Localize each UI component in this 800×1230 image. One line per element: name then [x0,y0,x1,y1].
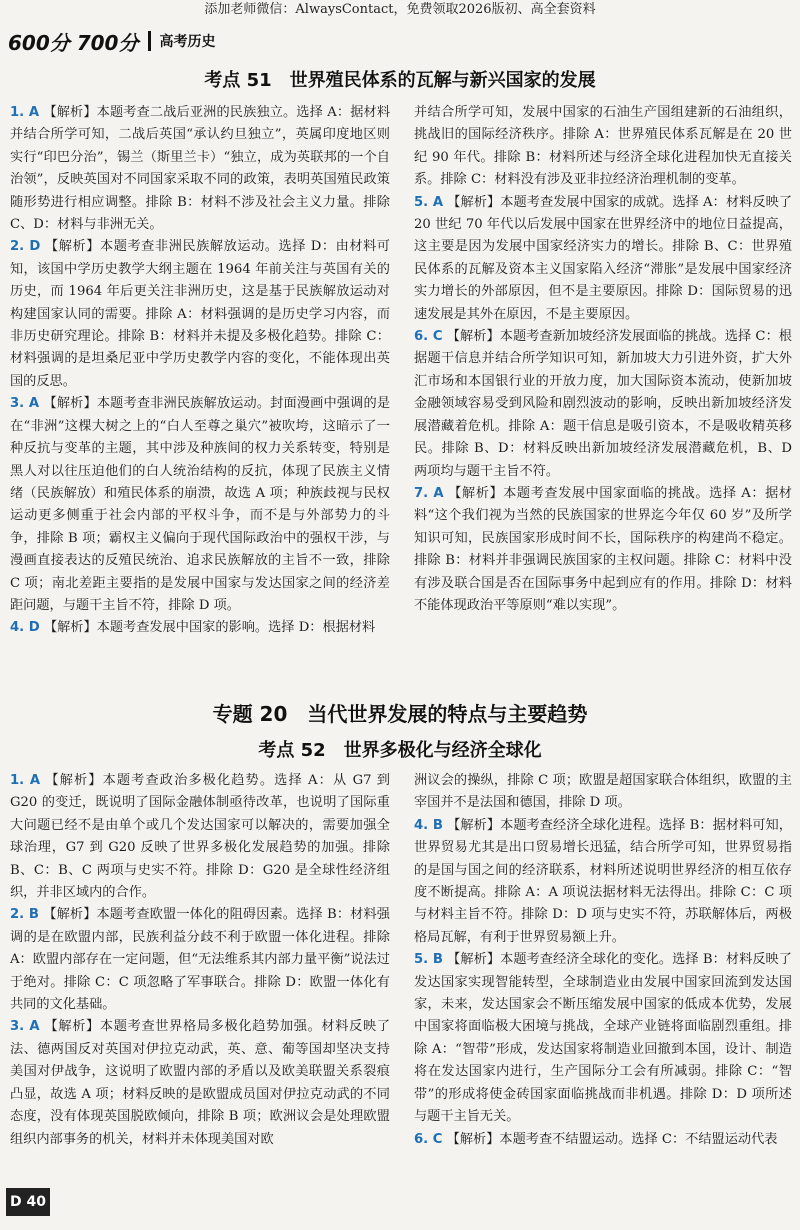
answer-text: 并结合所学可知，发展中国家的石油生产国组建新的石油组织，挑战旧的国际经济秩序。排除 A：世界殖民体系瓦解是在 20 世纪 90 年代。排除 B：材料所述与经济全球化进程加快无直接关系。排除 C：材料没有涉及亚非拉经济治理机制的变革。 [414,105,792,188]
answer-item [414,483,792,617]
answer-item [10,1016,390,1150]
topic-title-20: 专题 20 当代世界发展的特点与主要趋势 [212,702,588,726]
answer-number: 2. B [10,907,39,923]
answer-item [10,770,390,904]
answer-item [414,102,792,192]
answer-column-left-2 [10,770,390,1151]
answer-item [414,770,792,815]
answer-text: 【解析】本题考查非洲民族解放运动。选择 D：由材料可知，该国中学历史教学大纲主题在 1964 年前关注与英国有关的历史，而 1964 年后更关注非洲历史，这是基于民族解放运动对构建国家认同的需要。排除 A：材料强调的是历史学习内容，而非历史研究理论。排除 B：材料并未提及多极化趋势。排除 C：材料强调的是坦桑尼亚中学历史教学内容的变化，不能体现出英国的反思。 [10,239,390,389]
answer-text: 洲议会的操纵，排除 C 项；欧盟是超国家联合体组织，欧盟的主宰国并不是法国和德国，排除 D 项。 [414,773,792,811]
page-number: D 40 [6,1188,50,1216]
answer-text: 【解析】本题考查发展中国家面临的挑战。选择 A：据材料“这个我们视为当然的民族国家的世界迄今年仅 60 岁”及所学知识可知，民族国家形成时间不长，国际秩序的构建尚不稳定。排除 B：材料并非强调民族国家的主权问题。排除 C：材料中没有涉及联合国是否在国际事务中起到应有的作用。排除 D：材料不能体现政治平等原则“难以实现”。 [414,485,792,613]
answer-number: 5. A [414,194,444,210]
answer-number: 1. A [10,773,41,788]
answer-item [414,815,792,949]
answer-text: 【解析】本题考查发展中国家的影响。选择 D：根据材料 [43,620,376,636]
answer-text: 【解析】本题考查经济全球化进程。选择 B：据材料可知，世界贸易尤其是出口贸易增长迅猛，结合所学可知，世界贸易指的是国与国之间的经济联系，材料所述说明世界经济的相互依存度不断提高。排除 A：A 项说法据材料无法得出。排除 C：C 项与材料主旨不符。排除 D：D 项与史实不符，苏联解体后，两极格局瓦解，有利于世界贸易额上升。 [414,817,792,945]
answer-column-right-1 [414,102,792,617]
answer-item [10,393,390,617]
answer-text: 【解析】本题考查不结盟运动。选择 C：不结盟运动代表 [446,1131,778,1147]
answer-item [10,617,390,639]
answer-column-right-2 [414,770,792,1151]
subject-label: 高考历史 [148,31,215,51]
answer-item [414,949,792,1128]
answer-text: 【解析】本题考查欧盟一体化的阻碍因素。选择 B：材料强调的是在欧盟内部，民族利益分歧不利于欧盟一体化进程。排除 A：欧盟内部存在一定问题，但“无法维系其内部力量平衡”说法过于绝对。排除 C：C 项忽略了军事联合。排除 D：欧盟一体化有共同的文化基础。 [10,907,390,1013]
answer-text: 【解析】本题考查政治多极化趋势。选择 A：从 G7 到 G20 的变迁，既说明了国际金融体制亟待改革，也说明了国际重大问题已经不是由单个或几个发达国家可以解决的，需要加强全球治理，G7 到 G20 反映了世界多极化发展趋势的加强。排除 B、C：B、C 两项与史实不符。排除 D：G20 是全球性经济组织，并非区域内的合作。 [10,773,390,901]
answer-text: 【解析】本题考查非洲民族解放运动。封面漫画中强调的是在“非洲”这棵大树之上的“白人至尊之巢穴”被吹垮，这暗示了一种反抗与变革的主题，其中涉及种族间的权力关系转变，特别是黑人对以往压迫他们的白人统治结构的反抗，体现了民族主义情绪（民族解放）和殖民体系的崩溃，故选 A 项；种族歧视与民权运动更多侧重于社会内部的平权斗争，而不是与外部势力的斗争，排除 B 项；霸权主义偏向于现代国际政治中的强权干涉，与漫画直接表达的反殖民统治、追求民族解放的主旨不一致，排除 C 项；南北差距主要指的是发展中国家与发达国家之间的经济差距问题，与题干主旨不符，排除 D 项。 [10,396,391,613]
answer-number: 6. C [414,329,443,345]
answer-item [414,326,792,483]
answer-text: 【解析】本题考查经济全球化的变化。选择 B：材料反映了发达国家实现智能转型，全球制造业由发展中国家回流到发达国家，未来，发达国家会不断压缩发展中国家的低成本优势，发展中国家将面临极大困境与挑战，全球产业链将面临剧烈重组。排除 A：“智带”形成，发达国家将制造业回撤到本国，设计、制造将在发达国家内进行，生产国际分工会有所减弱。排除 C：“智带”的形成将使金砖国家面临挑战而非机遇。排除 D：D 项所述与题干主旨无关。 [414,952,792,1125]
answer-number: 4. B [414,817,443,833]
answer-item [10,904,390,1016]
section-title-51: 考点 51 世界殖民体系的瓦解与新兴国家的发展 [204,70,596,91]
answer-number: 4. D [10,620,40,636]
answer-number: 5. B [414,952,443,968]
answer-text: 【解析】本题考查世界格局多极化趋势加强。材料反映了法、德两国反对英国对伊拉克动武，英、意、葡等国却坚决支持美国对伊战争，这说明了欧盟内部的矛盾以及欧美联盟关系裂痕凸显，故选 A 项；材料反映的是欧盟成员国对伊拉克动武的不同态度，没有体现英国脱欧倾向，排除 B 项；欧洲议会是处理欧盟组织内部事务的机关，材料并未体现美国对欧 [10,1019,391,1147]
answer-number: 6. C [414,1131,443,1147]
answer-item [10,236,390,393]
answer-text: 【解析】本题考查新加坡经济发展面临的挑战。选择 C：根据题干信息并结合所学知识可知，新加坡大力引进外资，扩大外汇市场和本国银行业的开放力度，加大国际资本流动，使新加坡金融领域容易受到风险和剧烈波动的影响，反映出新加坡经济发展潜藏着危机。排除 A：题干信息是吸引资本，不是吸收精英移民。排除 B、D：材料反映出新加坡经济发展潜藏危机，B、D 两项均与题干主旨不符。 [414,329,792,479]
answer-number: 3. A [10,1019,40,1035]
answer-number: 3. A [10,396,40,412]
answer-item [414,1129,792,1151]
section-title-52: 考点 52 世界多极化与经济全球化 [258,740,542,761]
answer-number: 2. D [10,239,41,255]
top-note: 添加老师微信：AlwaysContact，免费领取2026版初、高全套资料 [204,2,596,17]
answer-column-left-1 [10,102,390,640]
answer-item [10,102,390,236]
answer-number: 7. A [414,485,444,501]
brand-header [8,24,215,58]
answer-text: 【解析】本题考查二战后亚洲的民族独立。选择 A：据材料并结合所学可知，二战后英国“承认约旦独立”，英属印度地区则实行“印巴分治”，锡兰（斯里兰卡）“独立，成为英联邦的一个自治领”，反映英国对不同国家采取不同的政策，表明英国殖民政策随形势进行相应调整。排除 B：材料不涉及社会主义力量。排除 C、D：材料与非洲无关。 [10,105,391,233]
answer-item [414,192,792,326]
brand-logo: 600分 700分 [8,30,139,55]
answer-text: 【解析】本题考查发展中国家的成就。选择 A：材料反映了 20 世纪 70 年代以后发展中国家在世界经济中的地位日益提高，这主要是因为发展中国家经济实力的增长。排除 B、C：世界殖民体系的瓦解及资本主义国家陷入经济“滞胀”是发展中国家经济实力增长的外部原因，但不是主要原因。排除 D：国际贸易的迅速发展是其外在原因，不是主要原因。 [414,194,793,322]
answer-number: 1. A [10,105,40,120]
